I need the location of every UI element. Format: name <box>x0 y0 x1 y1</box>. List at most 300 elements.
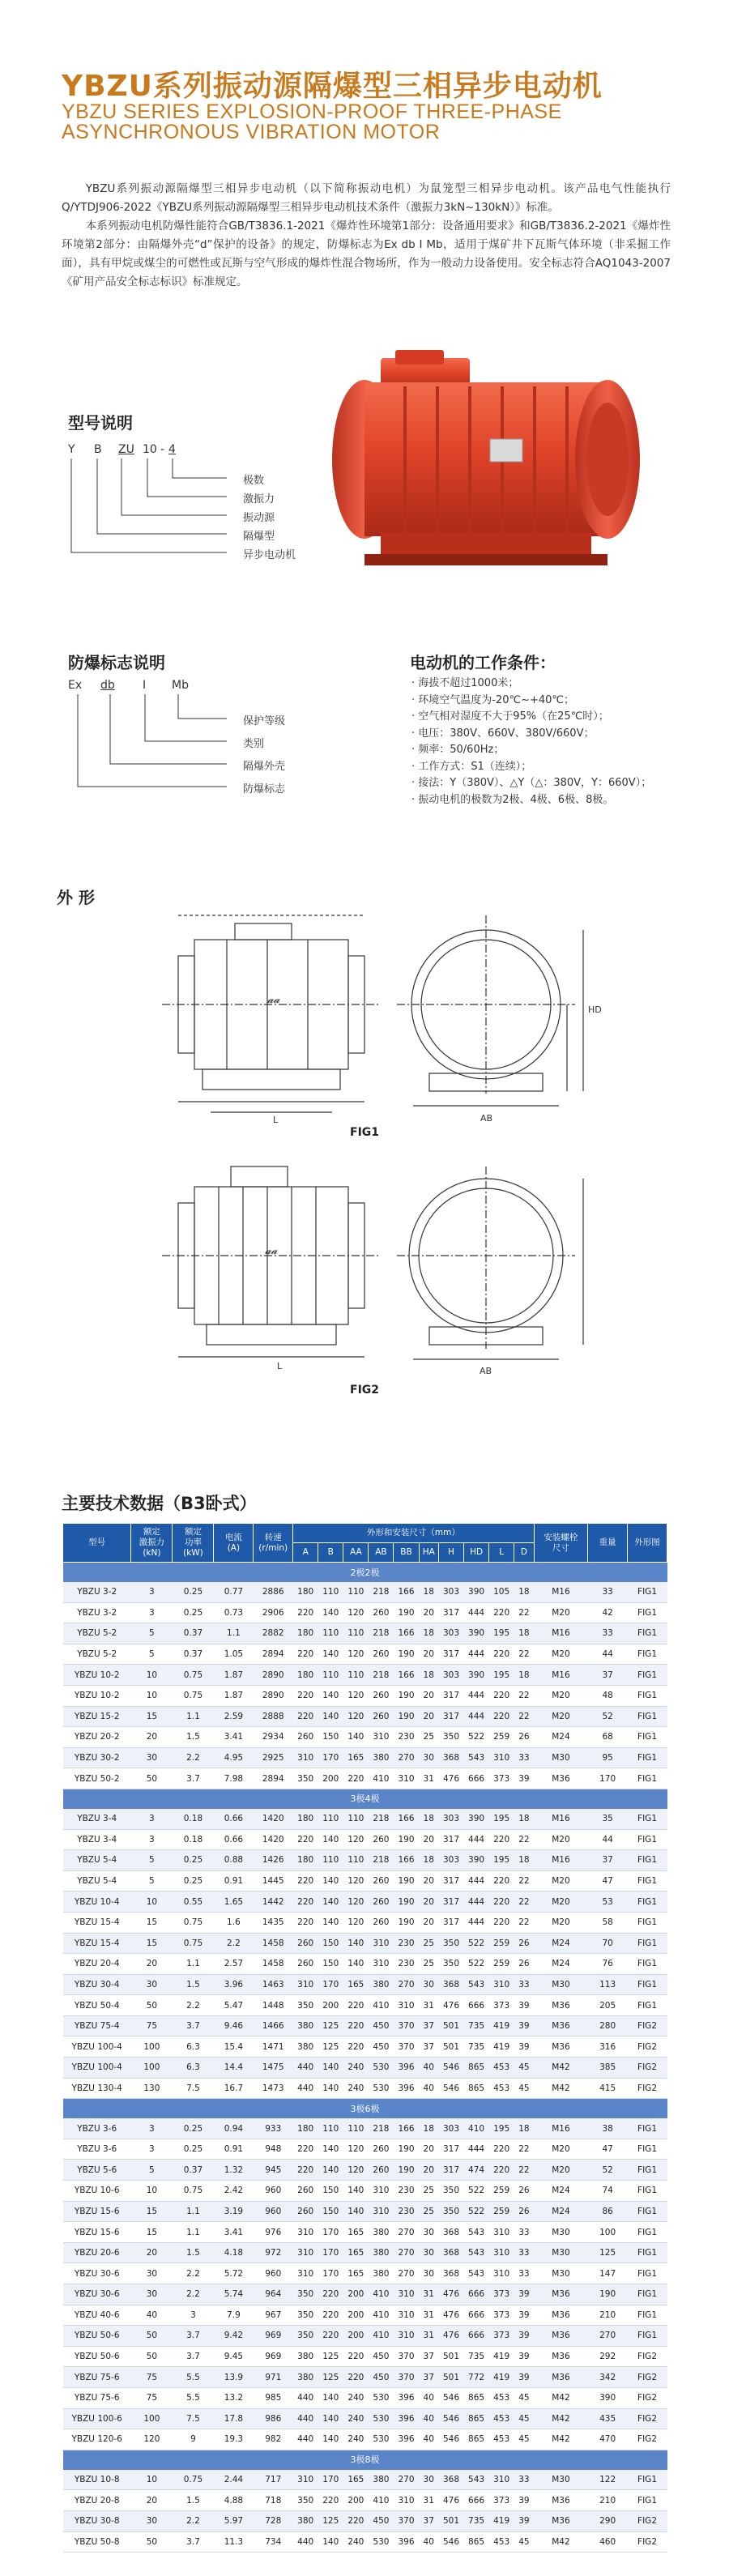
table-cell: 110 <box>318 1665 343 1686</box>
table-cell: FIG1 <box>628 2139 667 2160</box>
table-cell: 270 <box>394 2263 419 2284</box>
table-cell: 220 <box>343 2510 369 2531</box>
table-cell: 37 <box>588 1665 628 1686</box>
table-cell: 120 <box>343 1891 369 1913</box>
intro-paragraph-1: YBZU系列振动源隔爆型三相异步电动机（以下简称振动电机）为鼠笼型三相异步电动机。该产品电气性能执行Q/YTDJ906-2022《YBZU系列振动源隔爆型三相异步电动机技术条件（激振力3kN~130kN）》标准。 <box>62 182 671 214</box>
col-dim-aa: AA <box>343 1543 369 1563</box>
table-cell: 543 <box>464 2263 489 2284</box>
table-cell: 147 <box>588 2263 628 2284</box>
table-cell: 39 <box>514 2490 534 2511</box>
table-cell: 150 <box>318 2181 343 2202</box>
table-cell: 1.87 <box>214 1685 254 1706</box>
table-cell: 476 <box>438 2326 463 2347</box>
table-cell: 20 <box>419 1829 438 1850</box>
table-cell: 370 <box>394 2015 419 2036</box>
table-cell: 2894 <box>254 1644 293 1665</box>
table-cell: 1463 <box>254 1974 293 1995</box>
table-cell: 33 <box>514 2469 534 2490</box>
table-cell: 140 <box>343 2181 369 2202</box>
table-cell: 9.46 <box>214 2015 254 2036</box>
table-cell: 50 <box>131 2326 173 2347</box>
table-cell: 260 <box>369 1870 394 1891</box>
table-cell: 120 <box>343 2139 369 2160</box>
table-cell: 450 <box>369 2015 394 2036</box>
table-cell: 1466 <box>254 2015 293 2036</box>
table-cell: YBZU 30-2 <box>63 1747 131 1768</box>
table-row <box>63 2367 667 2388</box>
table-cell: 419 <box>489 2036 514 2058</box>
table-cell: 948 <box>254 2139 293 2160</box>
table-cell: 522 <box>464 2201 489 2222</box>
table-cell: 260 <box>369 1602 394 1623</box>
table-cell: 976 <box>254 2222 293 2243</box>
table-cell: 100 <box>131 2036 173 2058</box>
table-row <box>63 2510 667 2531</box>
table-cell: 2.44 <box>214 2469 254 2490</box>
dim-label-hd: HD <box>588 1004 602 1015</box>
table-row <box>63 1602 667 1623</box>
table-cell: 450 <box>369 2346 394 2367</box>
table-cell: 501 <box>438 2015 463 2036</box>
table-cell: 20 <box>419 1891 438 1913</box>
table-cell: 45 <box>514 2408 534 2429</box>
table-cell: 220 <box>318 2305 343 2326</box>
table-cell: 3 <box>131 1808 173 1829</box>
table-cell: 110 <box>318 1623 343 1644</box>
table-cell: 373 <box>489 2490 514 2511</box>
table-cell: 38 <box>588 2118 628 2139</box>
table-cell: 125 <box>318 2510 343 2531</box>
pole-group-row <box>63 1789 667 1808</box>
table-cell: 220 <box>489 1685 514 1706</box>
table-cell: 546 <box>438 2531 463 2553</box>
table-cell: M36 <box>534 2326 588 2347</box>
table-cell: 0.75 <box>173 2469 214 2490</box>
table-cell: M16 <box>534 1665 588 1686</box>
table-cell: 260 <box>369 1829 394 1850</box>
table-cell: 310 <box>293 2263 318 2284</box>
table-cell: M24 <box>534 1727 588 1748</box>
table-cell: YBZU 75-6 <box>63 2367 131 2388</box>
table-cell: M36 <box>534 2036 588 2058</box>
table-cell: 31 <box>419 2305 438 2326</box>
table-cell: 220 <box>343 2036 369 2058</box>
table-cell: M24 <box>534 2201 588 2222</box>
table-cell: 390 <box>464 1665 489 1686</box>
table-row <box>63 2387 667 2408</box>
table-cell: 1435 <box>254 1912 293 1933</box>
col-dim-l: L <box>489 1543 514 1563</box>
fig1-drawing <box>146 899 602 1126</box>
table-cell: 390 <box>464 1582 489 1603</box>
table-cell: 1.1 <box>173 1954 214 1975</box>
table-row <box>63 1933 667 1954</box>
table-cell: 110 <box>343 1665 369 1686</box>
table-cell: 476 <box>438 2490 463 2511</box>
table-cell: FIG2 <box>628 2531 667 2553</box>
table-cell: 40 <box>419 2058 438 2079</box>
table-cell: 270 <box>588 2326 628 2347</box>
table-cell: 190 <box>394 1685 419 1706</box>
table-cell: FIG1 <box>628 2263 667 2284</box>
table-cell: 444 <box>464 1644 489 1665</box>
table-cell: 5.74 <box>214 2284 254 2305</box>
table-cell: 419 <box>489 2015 514 2036</box>
table-cell: 220 <box>293 1912 318 1933</box>
table-cell: FIG1 <box>628 1665 667 1686</box>
table-cell: 1.32 <box>214 2160 254 2181</box>
table-cell: 33 <box>588 1582 628 1603</box>
condition-item: · 空气相对湿度不大于95%（在25℃时）； <box>411 710 609 723</box>
table-cell: M20 <box>534 1644 588 1665</box>
table-cell: 270 <box>394 1974 419 1995</box>
table-cell: 390 <box>464 1808 489 1829</box>
table-cell: YBZU 30-6 <box>63 2263 131 2284</box>
table-cell: 4.88 <box>214 2490 254 2511</box>
table-cell: 120 <box>343 1685 369 1706</box>
table-row <box>63 2408 667 2429</box>
table-row <box>63 2469 667 2490</box>
table-cell: M36 <box>534 1995 588 2016</box>
table-cell: 140 <box>343 1933 369 1954</box>
intro-paragraph-2: 本系列振动电机防爆性能符合GB/T3836.1-2021《爆炸性环境第1部分：设备通用要求》和GB/T3836.2-2021《爆炸性环境第2部分：由隔爆外壳“d”保护的设备》的规定，防爆标志为Ex db I Mb，适用于煤矿井下瓦斯气体环境（非采掘工作面），具有甲烷或煤尘的可燃性或瓦斯与空气形成的爆炸性混合物场所，作为一般动力设备使用。安全标志符合AQ1043-2007《矿用产品安全标志标识》标准规定。 <box>62 220 671 288</box>
table-cell: YBZU 3-4 <box>63 1808 131 1829</box>
col-power: 额定 功率 (kW) <box>173 1524 214 1563</box>
table-cell: 390 <box>588 2387 628 2408</box>
table-cell: YBZU 75-6 <box>63 2387 131 2408</box>
table-cell: 166 <box>394 1582 419 1603</box>
table-cell: YBZU 3-6 <box>63 2139 131 2160</box>
table-cell: 0.25 <box>173 1582 214 1603</box>
table-cell: 735 <box>464 2510 489 2531</box>
model-letter-dash: - <box>160 443 165 456</box>
table-cell: 543 <box>464 2222 489 2243</box>
table-cell: 530 <box>369 2078 394 2099</box>
table-cell: YBZU 20-2 <box>63 1727 131 1748</box>
table-cell: 37 <box>588 1850 628 1871</box>
table-cell: 0.25 <box>173 1602 214 1623</box>
table-cell: 986 <box>254 2408 293 2429</box>
table-cell: 22 <box>514 1829 534 1850</box>
table-cell: 7.5 <box>173 2408 214 2429</box>
table-cell: 734 <box>254 2531 293 2553</box>
table-cell: 317 <box>438 2139 463 2160</box>
table-cell: 220 <box>489 1644 514 1665</box>
table-row <box>63 2058 667 2079</box>
table-cell: YBZU 3-2 <box>63 1602 131 1623</box>
table-row <box>63 1850 667 1871</box>
table-cell: 390 <box>464 1623 489 1644</box>
table-cell: YBZU 50-8 <box>63 2531 131 2553</box>
table-cell: 33 <box>514 2263 534 2284</box>
table-cell: 718 <box>254 2490 293 2511</box>
table-cell: 440 <box>293 2429 318 2450</box>
table-cell: 444 <box>464 1870 489 1891</box>
table-cell: 453 <box>489 2429 514 2450</box>
table-cell: 396 <box>394 2429 419 2450</box>
table-cell: 220 <box>343 2367 369 2388</box>
table-cell: 967 <box>254 2305 293 2326</box>
col-fig: 外形图 <box>628 1524 667 1563</box>
table-cell: 3.7 <box>173 1768 214 1789</box>
dim-label-ab: AB <box>480 1113 493 1124</box>
table-row <box>63 2015 667 2036</box>
table-cell: 260 <box>369 2160 394 2181</box>
table-cell: 317 <box>438 1829 463 1850</box>
table-cell: 37 <box>419 2015 438 2036</box>
table-cell: 310 <box>293 2222 318 2243</box>
table-cell: 170 <box>318 1974 343 1995</box>
table-cell: 0.75 <box>173 1665 214 1686</box>
table-cell: 522 <box>464 1954 489 1975</box>
table-cell: 240 <box>343 2408 369 2429</box>
table-cell: 259 <box>489 1933 514 1954</box>
table-cell: 666 <box>464 2284 489 2305</box>
table-cell: 865 <box>464 2408 489 2429</box>
table-cell: 3.7 <box>173 2531 214 2553</box>
table-row <box>63 1768 667 1789</box>
table-cell: 865 <box>464 2078 489 2099</box>
table-cell: 1445 <box>254 1870 293 1891</box>
table-cell: 125 <box>318 2367 343 2388</box>
table-cell: 18 <box>419 2118 438 2139</box>
table-cell: 120 <box>343 1912 369 1933</box>
table-cell: M42 <box>534 2058 588 2079</box>
exmark-db: db <box>100 679 115 692</box>
table-cell: 113 <box>588 1974 628 1995</box>
table-cell: FIG2 <box>628 2510 667 2531</box>
table-cell: 453 <box>489 2408 514 2429</box>
table-cell: FIG1 <box>628 1582 667 1603</box>
table-cell: 470 <box>588 2429 628 2450</box>
table-cell: 220 <box>293 1870 318 1891</box>
table-cell: 220 <box>489 1891 514 1913</box>
table-cell: 45 <box>514 2058 534 2079</box>
table-cell: 140 <box>318 2078 343 2099</box>
table-cell: 140 <box>318 2408 343 2429</box>
table-cell: 218 <box>369 2118 394 2139</box>
col-dim-ha: HA <box>419 1543 438 1563</box>
table-cell: 410 <box>369 2305 394 2326</box>
table-cell: YBZU 100-4 <box>63 2036 131 2058</box>
table-row <box>63 2222 667 2243</box>
table-cell: M30 <box>534 2263 588 2284</box>
table-cell: 310 <box>369 1727 394 1748</box>
table-cell: 3.7 <box>173 2326 214 2347</box>
col-weight: 重量 <box>588 1524 628 1563</box>
table-cell: 3 <box>173 2305 214 2326</box>
table-cell: M24 <box>534 1933 588 1954</box>
table-cell: 350 <box>293 2490 318 2511</box>
table-cell: 317 <box>438 1644 463 1665</box>
table-cell: 39 <box>514 2015 534 2036</box>
table-cell: YBZU 15-4 <box>63 1933 131 1954</box>
table-cell: 310 <box>394 2490 419 2511</box>
table-cell: 460 <box>588 2531 628 2553</box>
table-cell: 140 <box>318 1644 343 1665</box>
table-cell: 368 <box>438 1747 463 1768</box>
table-cell: 546 <box>438 2058 463 2079</box>
table-cell: 40 <box>419 2408 438 2429</box>
table-cell: 110 <box>343 1850 369 1871</box>
table-cell: 240 <box>343 2387 369 2408</box>
table-cell: 39 <box>514 2510 534 2531</box>
table-cell: 140 <box>343 2201 369 2222</box>
table-cell: 1420 <box>254 1829 293 1850</box>
table-cell: 0.25 <box>173 2139 214 2160</box>
table-cell: 0.18 <box>173 1808 214 1829</box>
table-cell: 259 <box>489 2181 514 2202</box>
table-cell: 22 <box>514 1602 534 1623</box>
motor-photo <box>332 350 656 593</box>
table-cell: M16 <box>534 1850 588 1871</box>
table-row <box>63 1727 667 1748</box>
table-row <box>63 2036 667 2058</box>
model-letter-b: B <box>94 443 102 456</box>
table-cell: 865 <box>464 2387 489 2408</box>
table-cell: 240 <box>343 2058 369 2079</box>
table-cell: 3 <box>131 2118 173 2139</box>
table-cell: 110 <box>343 1808 369 1829</box>
table-cell: 317 <box>438 1912 463 1933</box>
table-cell: 260 <box>369 2139 394 2160</box>
table-cell: 25 <box>419 1933 438 1954</box>
table-cell: FIG2 <box>628 2078 667 2099</box>
table-cell: 260 <box>369 1685 394 1706</box>
table-cell: M36 <box>534 1768 588 1789</box>
table-cell: FIG1 <box>628 1747 667 1768</box>
table-cell: M20 <box>534 1870 588 1891</box>
table-cell: 165 <box>343 2263 369 2284</box>
table-cell: 140 <box>318 1685 343 1706</box>
table-cell: M30 <box>534 1974 588 1995</box>
table-cell: 435 <box>588 2408 628 2429</box>
table-cell: 0.37 <box>173 1623 214 1644</box>
table-cell: 450 <box>369 2510 394 2531</box>
table-cell: 35 <box>588 1808 628 1829</box>
table-cell: 1471 <box>254 2036 293 2058</box>
table-cell: 140 <box>318 1891 343 1913</box>
col-bolt: 安装螺栓 尺寸 <box>534 1524 588 1563</box>
table-cell: 2925 <box>254 1747 293 1768</box>
table-cell: FIG2 <box>628 2367 667 2388</box>
table-cell: FIG1 <box>628 1808 667 1829</box>
table-cell: 3.7 <box>173 2015 214 2036</box>
table-cell: 140 <box>318 1706 343 1727</box>
table-cell: 40 <box>419 2531 438 2553</box>
table-cell: 30 <box>419 2469 438 2490</box>
table-cell: YBZU 10-8 <box>63 2469 131 2490</box>
condition-item: · 环境空气温度为-20℃~+40℃； <box>411 693 575 706</box>
table-cell: 22 <box>514 1891 534 1913</box>
table-cell: 15 <box>131 1912 173 1933</box>
outline-heading: 外 形 <box>57 888 95 907</box>
table-cell: 200 <box>343 2490 369 2511</box>
table-row <box>63 2139 667 2160</box>
table-cell: 440 <box>293 2058 318 2079</box>
table-cell: 20 <box>419 2139 438 2160</box>
table-cell: 0.25 <box>173 2118 214 2139</box>
table-cell: 292 <box>588 2346 628 2367</box>
table-cell: 240 <box>343 2078 369 2099</box>
table-cell: 220 <box>293 1602 318 1623</box>
model-leader-lines <box>68 458 238 580</box>
svg-text:𝓪𝓪: 𝓪𝓪 <box>267 994 280 1006</box>
table-row <box>63 1974 667 1995</box>
table-cell: 373 <box>489 1995 514 2016</box>
table-cell: 76 <box>588 1954 628 1975</box>
table-cell: 543 <box>464 2242 489 2263</box>
table-cell: FIG1 <box>628 2201 667 2222</box>
table-cell: 140 <box>318 1829 343 1850</box>
table-cell: 26 <box>514 1954 534 1975</box>
table-cell: 68 <box>588 1727 628 1748</box>
model-label-source: 振动源 <box>243 512 275 524</box>
table-cell: 5.47 <box>214 1995 254 2016</box>
condition-item: · 振动电机的极数为2极、4极、6极、8极。 <box>411 793 614 806</box>
table-cell: FIG1 <box>628 1850 667 1871</box>
table-cell: 2890 <box>254 1665 293 1686</box>
table-cell: YBZU 30-6 <box>63 2284 131 2305</box>
table-cell: M16 <box>534 1623 588 1644</box>
table-cell: YBZU 20-8 <box>63 2490 131 2511</box>
table-cell: YBZU 3-2 <box>63 1582 131 1603</box>
table-cell: 18 <box>419 1665 438 1686</box>
table-cell: 522 <box>464 1727 489 1748</box>
table-cell: 2.2 <box>173 2510 214 2531</box>
table-cell: 45 <box>514 2387 534 2408</box>
table-cell: FIG1 <box>628 1912 667 1933</box>
table-cell: 220 <box>318 2284 343 2305</box>
table-cell: 310 <box>489 2222 514 2243</box>
table-cell: 165 <box>343 1974 369 1995</box>
table-cell: 37 <box>419 2510 438 2531</box>
table-cell: 30 <box>131 1747 173 1768</box>
table-cell: 39 <box>514 2326 534 2347</box>
table-cell: 31 <box>419 1995 438 2016</box>
table-cell: YBZU 5-6 <box>63 2160 131 2181</box>
table-cell: 260 <box>293 2201 318 2222</box>
table-row <box>63 1808 667 1829</box>
model-label-flameproof: 隔爆型 <box>243 531 275 543</box>
table-cell: 476 <box>438 2284 463 2305</box>
table-cell: 105 <box>489 1582 514 1603</box>
table-cell: 40 <box>419 2387 438 2408</box>
table-cell: 735 <box>464 2015 489 2036</box>
table-cell: 26 <box>514 1933 534 1954</box>
table-cell: FIG1 <box>628 2181 667 2202</box>
table-cell: 30 <box>419 1747 438 1768</box>
table-cell: 30 <box>131 2263 173 2284</box>
table-cell: 666 <box>464 2490 489 2511</box>
table-cell: 410 <box>369 1995 394 2016</box>
model-label-async: 异步电动机 <box>243 549 296 561</box>
table-cell: FIG2 <box>628 2429 667 2450</box>
conditions-list <box>411 676 651 808</box>
table-cell: 26 <box>514 2201 534 2222</box>
table-cell: 453 <box>489 2387 514 2408</box>
table-cell: 1.87 <box>214 1665 254 1686</box>
table-cell: 380 <box>369 2222 394 2243</box>
exmark-label-enclosure: 隔爆外壳 <box>243 761 286 773</box>
table-cell: 317 <box>438 1891 463 1913</box>
table-cell: 9.45 <box>214 2346 254 2367</box>
table-cell: 865 <box>464 2429 489 2450</box>
table-cell: 190 <box>394 1706 419 1727</box>
table-cell: 1458 <box>254 1933 293 1954</box>
col-dim-bb: BB <box>394 1543 419 1563</box>
table-cell: 1.5 <box>173 2242 214 2263</box>
